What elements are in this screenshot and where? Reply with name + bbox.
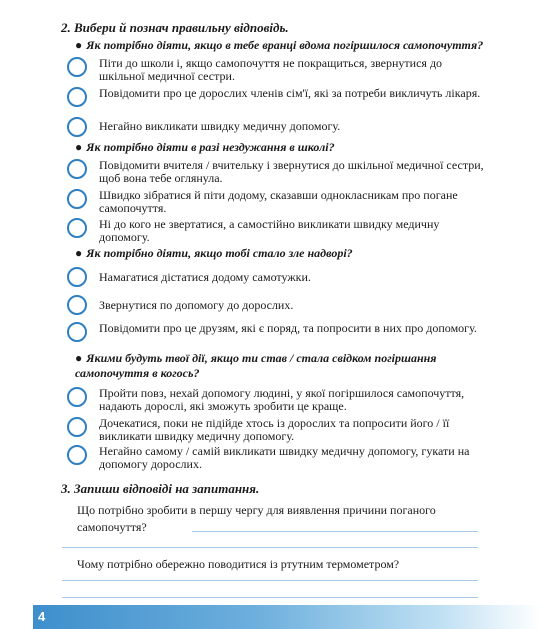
option-2-3[interactable] [67,218,487,248]
answer-circle[interactable] [67,189,87,209]
bullet-icon: ● [75,38,83,52]
task-3-question-1: Що потрібно зробити в першу чергу для виявлення причини поганого самопочуття? [77,503,436,534]
option-3-1[interactable] [67,267,487,297]
question-3-text: Як потрібно діяти, якщо тобі стало зле надворі? [86,246,353,260]
bullet-icon: ● [75,351,83,365]
task-3-question-2: Чому потрібно обережно поводитися із ртутним термометром? [77,557,400,571]
question-4 [75,351,495,381]
option-3-1-text: Намагатися дістатися додому самотужки. [99,270,311,284]
answer-line[interactable] [192,531,478,532]
answer-circle[interactable] [67,218,87,238]
answer-line[interactable] [62,547,478,548]
option-4-3-text: Негайно самому / самій викликати швидку медичну допомогу, гукати на допомогу дорослих. [99,444,470,471]
footer-bar [33,605,541,629]
question-4-text: Якими будуть твої дії, якщо ти став / стала свідком погіршання самопочуття в когось? [75,351,437,380]
option-2-1-text: Повідомити вчителя / вчительку і звернутися до шкільної медичної сестри, щоб вона тебе оглянула. [99,158,484,185]
answer-circle[interactable] [67,417,87,437]
option-4-2[interactable] [67,417,487,447]
task-2-title: 2. Вибери й познач правильну відповідь. [61,20,289,35]
page-number: 4 [38,609,46,624]
option-1-2[interactable] [67,87,487,117]
option-2-3-text: Ні до кого не звертатися, а самостійно викликати швидку медичну допомогу. [99,217,440,244]
option-2-2-text: Швидко зібратися й піти додому, сказавши однокласникам про погане самопочуття. [99,188,458,215]
option-1-1-text: Піти до школи і, якщо самопочуття не покращиться, звернутися до шкільної медичної сестри. [99,56,443,83]
option-2-2[interactable] [67,189,487,219]
option-4-1[interactable] [67,387,487,417]
bullet-icon: ● [75,140,83,154]
option-3-3-text: Повідомити про це друзям, які є поряд, та попросити в них про допомогу. [99,321,477,335]
question-2-text: Як потрібно діяти в разі нездужання в школі? [86,140,335,154]
question-1 [75,38,495,53]
option-4-3[interactable] [67,445,487,475]
answer-circle[interactable] [67,267,87,287]
answer-line[interactable] [62,580,478,581]
option-2-1[interactable] [67,159,487,189]
answer-circle[interactable] [67,295,87,315]
answer-circle[interactable] [67,57,87,77]
task-3-title: 3. Запиши відповіді на запитання. [61,481,260,496]
answer-circle[interactable] [67,117,87,137]
answer-circle[interactable] [67,322,87,342]
option-1-2-text: Повідомити про це дорослих членів сім'ї, які за потреби викличуть лікаря. [99,86,481,100]
answer-circle[interactable] [67,87,87,107]
question-3 [75,246,495,261]
answer-line[interactable] [62,597,478,598]
bullet-icon: ● [75,246,83,260]
question-2 [75,140,495,155]
option-1-3-text: Негайно викликати швидку медичну допомогу. [99,119,341,133]
option-1-1[interactable] [67,57,487,87]
answer-circle[interactable] [67,159,87,179]
option-3-2-text: Звернутися по допомогу до дорослих. [99,298,294,312]
option-4-1-text: Пройти повз, нехай допомогу людині, у якої погіршилося самопочуття, надають дорослі, які зможуть зробити це краще. [99,386,465,413]
answer-circle[interactable] [67,387,87,407]
question-1-text: Як потрібно діяти, якщо в тебе вранці вдома погіршилося самопочуття? [86,38,484,52]
answer-circle[interactable] [67,445,87,465]
option-3-3[interactable] [67,322,487,352]
option-4-2-text: Дочекатися, поки не підійде хтось із дорослих та попросити його / її викликати швидку медичну допомогу. [99,416,450,443]
